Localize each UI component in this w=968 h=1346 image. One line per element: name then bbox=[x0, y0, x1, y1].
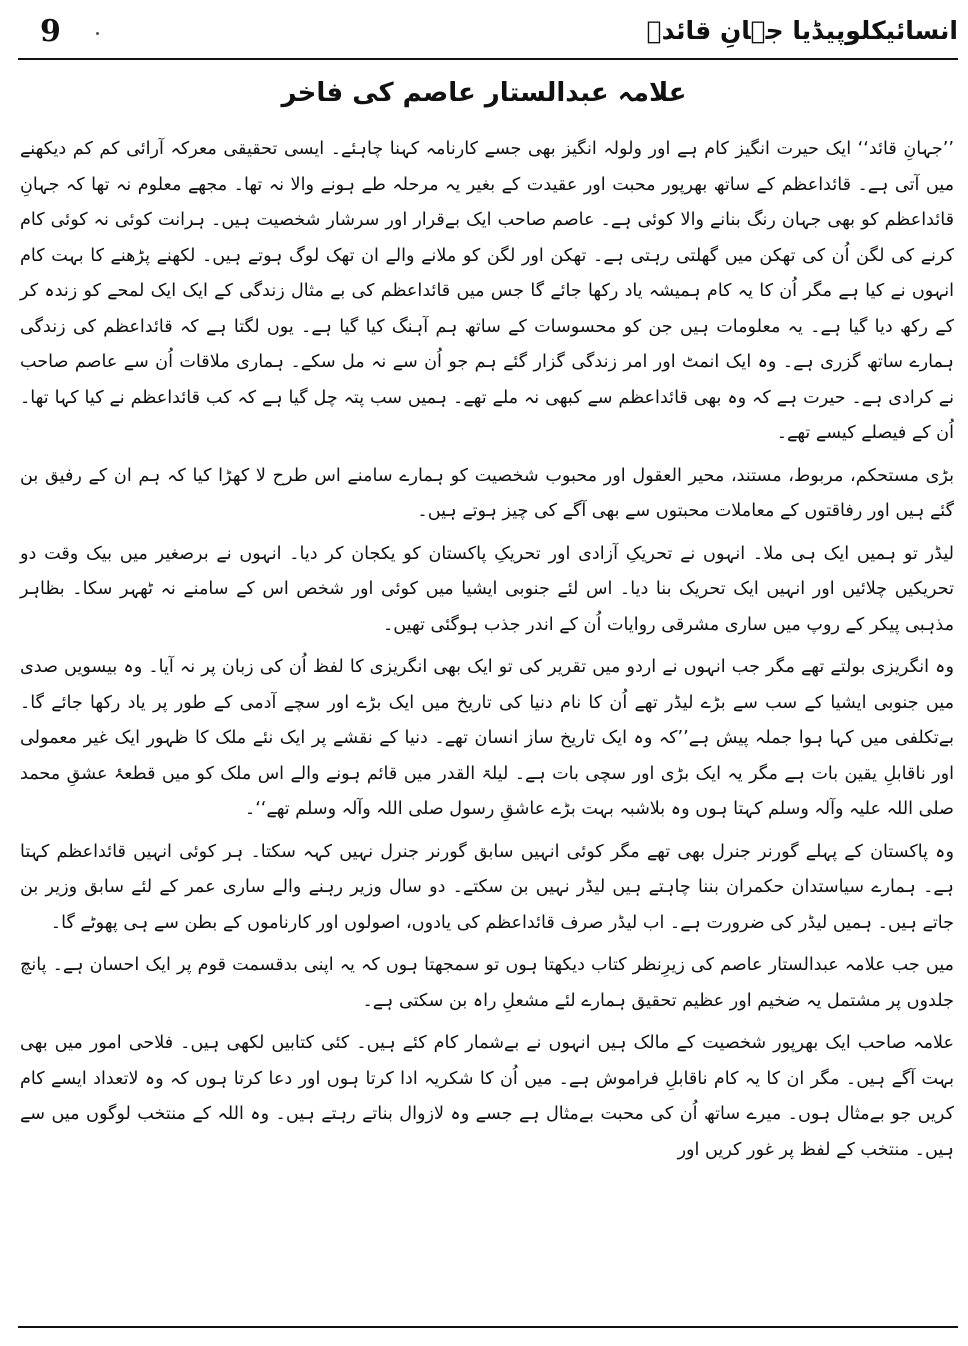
header-dot bbox=[96, 32, 99, 35]
footer-rule bbox=[18, 1326, 958, 1328]
paragraph-5: وہ پاکستان کے پہلے گورنر جنرل بھی تھے مگر کوئی انہیں سابق گورنر جنرل نہیں کہہ سکتا۔ ہر کوئی انہیں قائداعظم کہتا ہے۔ ہمارے سیاستدان حکمران بننا چاہتے ہیں لیڈر نہیں بن سکتے۔ دو سال وزیر رہنے والے ساری عمر کے لئے سابق وزیر بن جاتے ہیں۔ ہمیں لیڈر کی ضرورت ہے۔ اب لیڈر صرف قائداعظم کی یادوں، اصولوں اور کارناموں کے بطن سے ہی پھوٹے گا۔ bbox=[20, 841, 954, 933]
page-header bbox=[20, 12, 958, 56]
header-rule bbox=[18, 58, 958, 60]
paragraph-1: ’’جہانِ قائد‘‘ ایک حیرت انگیز کام ہے اور ولولہ انگیز بھی جسے کارنامہ کہنا چاہئے۔ ایسی تحقیقی معرکہ آرائی کم کم دیکھنے میں آتی ہے۔ قائداعظم کے ساتھ بھرپور محبت اور عقیدت کے بغیر یہ مرحلہ طے ہونے والا نہ تھا۔ مجھے معلوم نہ تھا کہ جہانِ قائداعظم کو بھی جہان رنگ بنانے والا کوئی ہے۔ عاصم صاحب ایک بےقرار اور سرشار شخصیت ہیں۔ ہرانت کوئی نہ کوئی کام کرنے کی لگن اُن کی تھکن میں گھلتی رہتی ہے۔ تھکن اور لگن کو ملانے والے ان تھک لوگ ہوتے ہیں۔ لکھنے پڑھنے کا بہت کام انہوں نے کیا ہے مگر اُن کا یہ کام ہمیشہ یاد رکھا جائے گا جس میں قائداعظم کی بے مثال زندگی کے ایک ایک لمحے کو زندہ کر کے رکھ دیا گیا ہے۔ یہ معلومات ہیں جن کو محسوسات کے ساتھ ہم آہنگ کیا گیا ہے۔ یوں لگتا ہے کہ قائداعظم کی زندگی ہمارے ساتھ گزری ہے۔ وہ ایک انمٹ اور امر زندگی گزار گئے ہم جو اُن سے نہ مل سکے۔ ہماری ملاقات اُن سے عاصم صاحب نے کرادی ہے۔ حیرت ہے کہ وہ بھی قائداعظم سے کبھی نہ ملے تھے۔ ہمیں سب پتہ چل گیا ہے کہ کب قائداعظم نے کیا کہا تھا۔ اُن کے فیصلے کیسے تھے۔ bbox=[20, 139, 954, 443]
paragraph-2: بڑی مستحکم، مربوط، مستند، محیر العقول اور محبوب شخصیت کو ہمارے سامنے اس طرح لا کھڑا کیا کہ ہم ان کے رفیق بن گئے ہیں اور رفاقتوں کے معاملات محبتوں سے بھی آگے کی چیز ہوتے ہیں۔ bbox=[20, 465, 954, 521]
paragraph-3: لیڈر تو ہمیں ایک ہی ملا۔ انہوں نے تحریکِ آزادی اور تحریکِ پاکستان کو یکجان کر دیا۔ انہوں نے برصغیر میں بیک وقت دو تحریکیں چلائیں اور انہیں ایک تحریک بنا دیا۔ اس لئے جنوبی ایشیا میں کوئی اور شخص اس کے سامنے نہ ٹھہر سکا۔ بظاہر مذہبی پیکر کے روپ میں ساری مشرقی روایات اُن کے اندر جذب ہوگئی تھیں۔ bbox=[20, 543, 954, 635]
article-title: علامہ عبدالستار عاصم کی فاخر bbox=[281, 78, 687, 108]
paragraph-4: وہ انگریزی بولتے تھے مگر جب انہوں نے اردو میں تقریر کی تو ایک بھی انگریزی کا لفظ اُن کی زبان پر نہ آیا۔ وہ بیسویں صدی میں جنوبی ایشیا کے سب سے بڑے لیڈر تھے اُن کا نام دنیا کی تاریخ میں ایک بڑے اور سچے آدمی کے طور پر یاد رکھا جائے گا۔ بےتکلفی میں کہا ہوا جملہ پیش ہے’’کہ وہ ایک تاریخ ساز انسان تھے۔ دنیا کے نقشے پر ایک نئے ملک کا ظہور ایک غیر معمولی اور ناقابلِ یقین بات ہے مگر یہ ایک بڑی اور سچی بات ہے۔ لیلۃ القدر میں قائم ہونے والے اس ملک کو میں قطعۂ عشقِ محمد صلی اللہ علیہ وآلہ وسلم کہتا ہوں وہ بلاشبہ بہت بڑے عاشقِ رسول صلی اللہ وآلہ وسلم تھے‘‘۔ bbox=[20, 657, 954, 819]
running-title: انسائیکلوپیڈیا جہانِ قائدؒ bbox=[646, 16, 958, 45]
article-body bbox=[20, 132, 954, 1175]
page-number: 9 bbox=[40, 14, 61, 49]
paragraph-6: میں جب علامہ عبدالستار عاصم کی زیرِنظر کتاب دیکھتا ہوں تو سمجھتا ہوں کہ یہ اپنی بدقسمت قوم پر ایک احسان ہے۔ پانچ جلدوں پر مشتمل یہ ضخیم اور عظیم تحقیق ہمارے لئے مشعلِ راہ بن سکتی ہے۔ bbox=[20, 955, 954, 1011]
paragraph-7: علامہ صاحب ایک بھرپور شخصیت کے مالک ہیں انہوں نے بےشمار کام کئے ہیں۔ کئی کتابیں لکھی ہیں۔ فلاحی امور میں بھی بہت آگے ہیں۔ مگر ان کا یہ کام ناقابلِ فراموش ہے۔ میں اُن کا شکریہ ادا کرتا ہوں اور دعا کرتا ہوں کہ وہ لاتعداد ایسے کام کریں جو بےمثال ہوں۔ میرے ساتھ اُن کی محبت بےمثال ہے جسے وہ لازوال بناتے رہتے ہیں۔ وہ اللہ کے منتخب لوگوں میں سے ہیں۔ منتخب کے لفظ پر غور کریں اور bbox=[20, 1033, 954, 1160]
